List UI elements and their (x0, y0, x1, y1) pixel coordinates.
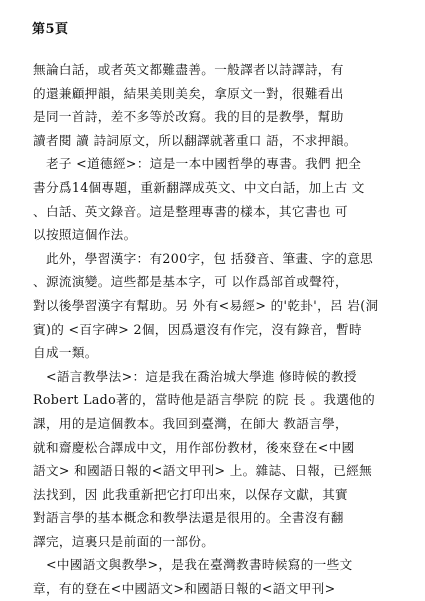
text-line: 就和齋慶松合譯成中文，用作部份教材，後來登在<中國 (33, 439, 355, 455)
text-line: Robert Lado著的，當時他是語言學院 的院 長 。我選他的 (33, 392, 376, 408)
text-line: 是同一首詩，差不多等於改寫。我的目的是教學，幫助 (33, 109, 344, 125)
text-line: 語文> 和國語日報的<語文甲刊> 上。雜誌、日報，已經無 (33, 463, 373, 479)
text-line: 的還兼顧押韻，結果美則美矣，拿原文一對，很難看出 (33, 85, 344, 101)
text-line: 以按照這個作法。 (33, 227, 137, 243)
text-line: 賓)的 <百字碑> 2個，因爲還沒有作完，沒有錄音，暫時 (33, 321, 362, 337)
text-line: 對語言學的基本概念和教學法還是很用的。全書沒有翻 (33, 510, 344, 526)
page-number: 第5頁 (32, 22, 69, 37)
text-line: 此外，學習漢字：有200字，包 括發音、筆畫、字的意思 (33, 250, 374, 266)
text-line: 無論白話，或者英文都難盡善。一般譯者以詩譯詩，有 (33, 62, 344, 77)
text-line: <語言教學法>：這是我在喬治城大學進 修時候的教授 (33, 368, 357, 384)
text-line: 讀者閱 讀 詩詞原文，所以翻譯就著重口 語，不求押韻。 (33, 132, 357, 148)
text-line: <中國語文與教學>，是我在臺灣教書時候寫的一些文 (33, 557, 353, 573)
text-line: 、源流演變。這些都是基本字，可 以作爲部首或聲符， (33, 274, 349, 290)
text-line: 譯完，這裏只是前面的一部份。 (33, 533, 215, 549)
body-text (33, 58, 395, 601)
text-line: 法找到，因 此我重新把它打印出來，以保存文獻，其實 (33, 486, 349, 502)
text-line: 老子 <道德經>：這是一本中國哲學的專書。我們 把全 (33, 156, 362, 172)
text-line: 、白話、英文錄音。這是整理專書的樣本，其它書也 可 (33, 203, 349, 219)
text-line: 課，用的是這個教本。我回到臺灣，在師大 教語言學， (33, 415, 349, 431)
text-line: 章，有的登在<中國語文>和國語日報的<語文甲刊> (33, 581, 336, 597)
text-line: 書分爲14個專題，重新翻譯成英文、中文白話，加上古 文 (33, 179, 365, 195)
text-line: 自成一類。 (33, 345, 98, 361)
text-line: 對以後學習漢字有幫助。另 外有<易經> 的'乾卦'，呂 岩(洞 (33, 297, 379, 313)
